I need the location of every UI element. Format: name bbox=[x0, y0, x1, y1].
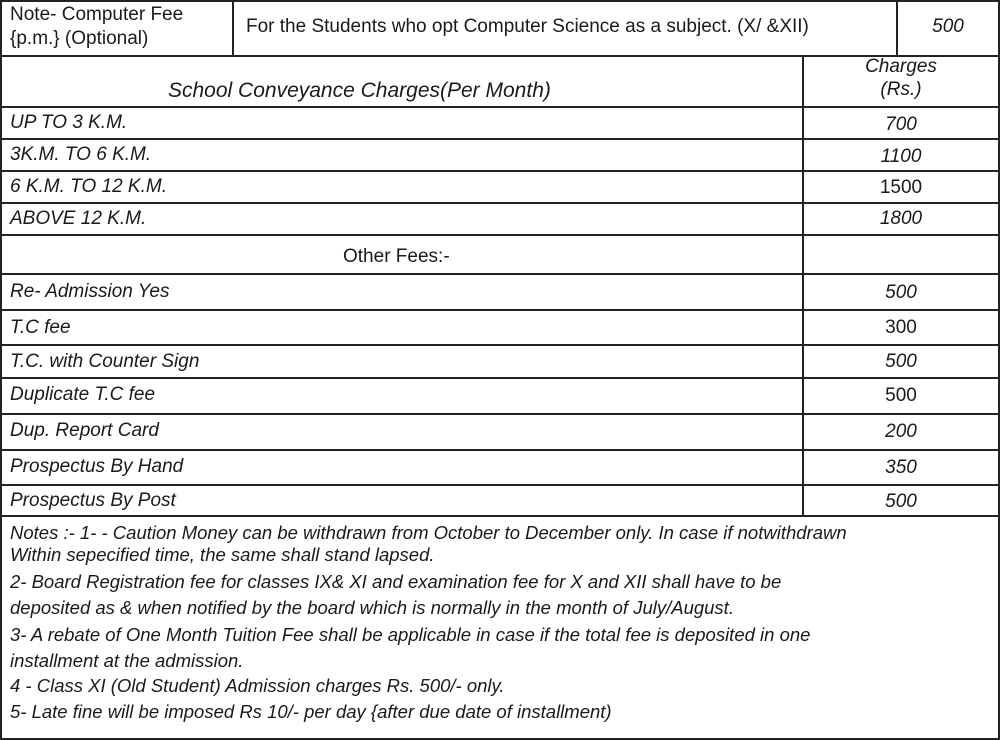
charges-header-line2: (Rs.) bbox=[880, 79, 922, 100]
conveyance-row-value: 1100 bbox=[880, 146, 922, 167]
conveyance-row-label: 3K.M. TO 6 K.M. bbox=[10, 144, 152, 165]
other-fee-value: 500 bbox=[885, 282, 917, 303]
other-fee-label: Dup. Report Card bbox=[10, 420, 159, 441]
computer-fee-label-line2: {p.m.} (Optional) bbox=[10, 28, 149, 49]
other-fees-heading: Other Fees:- bbox=[343, 246, 450, 267]
notes-line: deposited as & when notified by the board which is normally in the month of July/August. bbox=[10, 597, 734, 618]
computer-fee-amount: 500 bbox=[932, 16, 964, 37]
computer-fee-description: For the Students who opt Computer Science as a subject. (X/ &XII) bbox=[246, 16, 809, 37]
other-fee-value: 500 bbox=[885, 491, 917, 512]
notes-line: 3- A rebate of One Month Tuition Fee shall be applicable in case if the total fee is deposited in one bbox=[10, 624, 811, 645]
notes-line: 5- Late fine will be imposed Rs 10/- per day {after due date of installment) bbox=[10, 701, 612, 722]
other-fee-value: 200 bbox=[885, 421, 917, 442]
other-fee-label: Prospectus By Hand bbox=[10, 456, 184, 477]
conveyance-row-value: 700 bbox=[885, 114, 917, 135]
conveyance-heading: School Conveyance Charges(Per Month) bbox=[168, 79, 551, 102]
notes-line: installment at the admission. bbox=[10, 650, 244, 671]
notes-box bbox=[0, 515, 1000, 740]
other-fee-value: 300 bbox=[885, 317, 917, 338]
conveyance-row-value: 1500 bbox=[879, 177, 923, 198]
other-fee-label: Duplicate T.C fee bbox=[10, 384, 156, 405]
other-fee-label: T.C fee bbox=[10, 317, 71, 338]
computer-fee-label-line1: Note- Computer Fee bbox=[10, 4, 184, 25]
conveyance-row-label: ABOVE 12 K.M. bbox=[10, 208, 147, 229]
notes-line: 4 - Class XI (Old Student) Admission charges Rs. 500/- only. bbox=[10, 675, 505, 696]
notes-line: Notes :- 1- - Caution Money can be withdrawn from October to December only. In case if notwithdrawn bbox=[10, 522, 847, 543]
other-fee-label: Prospectus By Post bbox=[10, 490, 176, 511]
conveyance-row-value: 1800 bbox=[879, 208, 923, 229]
other-fee-value: 350 bbox=[885, 457, 917, 478]
other-fee-label: T.C. with Counter Sign bbox=[10, 351, 200, 372]
notes-line: 2- Board Registration fee for classes IX& XI and examination fee for X and XII shall have to be bbox=[10, 571, 782, 592]
notes-line: Within sepecified time, the same shall stand lapsed. bbox=[10, 544, 435, 565]
charges-header-line1: Charges bbox=[865, 56, 937, 77]
conveyance-row-label: 6 K.M. TO 12 K.M. bbox=[10, 176, 167, 197]
conveyance-row-label: UP TO 3 K.M. bbox=[10, 112, 128, 133]
other-fee-label: Re- Admission Yes bbox=[10, 281, 170, 302]
other-fee-value: 500 bbox=[885, 385, 917, 406]
other-fee-value: 500 bbox=[885, 351, 917, 372]
